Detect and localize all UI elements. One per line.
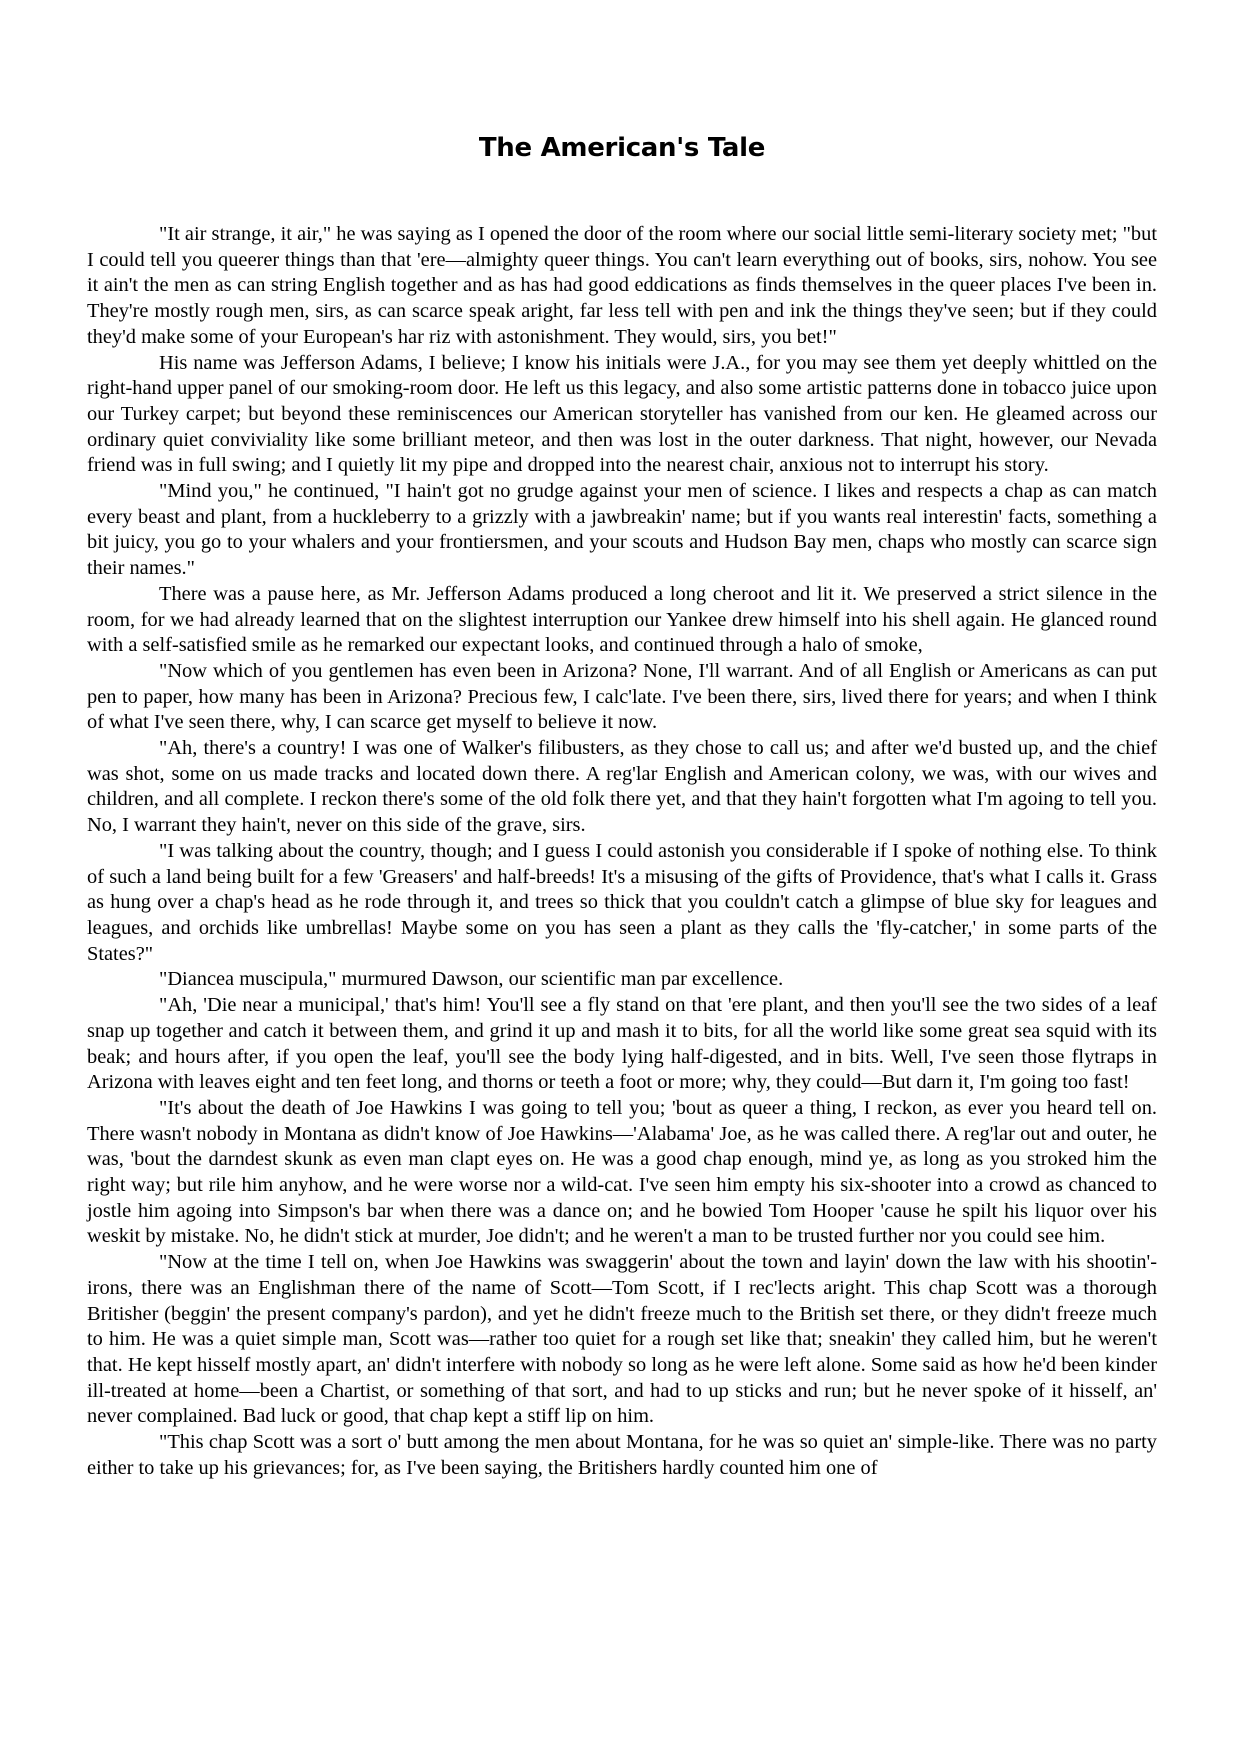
story-body [87,222,1157,1481]
paragraph-5: "Now which of you gentlemen has even been in Arizona? None, I'll warrant. And of all English or Americans as can put pen to paper, how many has been in Arizona? Precious few, I calc'late. I've been there, sirs, lived there for years; and when I think of what I've seen there, why, I can scarce get myself to believe it now. [87,659,1157,734]
paragraph-10: "It's about the death of Joe Hawkins I was going to tell you; 'bout as queer a thing, I reckon, as ever you heard tell on. There wasn't nobody in Montana as didn't know of Joe Hawkins—'Alabama' Joe, as he was called there. A reg'lar out and outer, he was, 'bout the darndest skunk as even man clapt eyes on. He was a good chap enough, mind ye, as long as you stroked him the right way; but rile him anyhow, and he were worse nor a wild-cat. I've seen him empty his six-shooter into a crowd as chanced to jostle him agoing into Simpson's bar when there was a dance on; and he bowied Tom Hooper 'cause he spilt his liquor over his weskit by mistake. No, he didn't stick at murder, Joe didn't; and he weren't a man to be trusted further nor you could see him. [87,1096,1157,1248]
paragraph-12: "This chap Scott was a sort o' butt among the men about Montana, for he was so quiet an' simple-like. There was no party either to take up his grievances; for, as I've been saying, the Britishers hardly counted him one of [87,1431,1157,1479]
page-title: The American's Tale [478,133,766,163]
paragraph-11: "Now at the time I tell on, when Joe Hawkins was swaggerin' about the town and layin' down the law with his shootin'-irons, there was an Englishman there of the name of Scott—Tom Scott, if I rec'lects aright. This chap Scott was a thorough Britisher (beggin' the present company's pardon), and yet he didn't freeze much to the British set there, or they didn't freeze much to him. He was a quiet simple man, Scott was—rather too quiet for a rough set like that; sneakin' they called him, but he weren't that. He kept hisself mostly apart, an' didn't interfere with nobody so long as he were left alone. Some said as how he'd been kinder ill-treated at home—been a Chartist, or something of that sort, and had to up sticks and run; but he never spoke of it hisself, an' never complained. Bad luck or good, that chap kept a stiff lip on him. [87,1251,1157,1428]
document-page [87,0,1157,1755]
paragraph-9: "Ah, 'Die near a municipal,' that's him! You'll see a fly stand on that 'ere plant, and then you'll see the two sides of a leaf snap up together and catch it between them, and grind it up and mash it to bits, for all the world like some great sea squid with its beak; and hours after, if you open the leaf, you'll see the body lying half-digested, and in bits. Well, I've seen those flytraps in Arizona with leaves eight and ten feet long, and thorns or teeth a foot or more; why, they could—But darn it, I'm going too fast! [87,994,1157,1094]
paragraph-1: "It air strange, it air," he was saying as I opened the door of the room where our social little semi-literary society met; "but I could tell you queerer things than that 'ere—almighty queer things. You can't learn everything out of books, sirs, nohow. You see it ain't the men as can string English together and as has had good eddications as finds themselves in the queer places I've been in. They're mostly rough men, sirs, as can scarce speak aright, far less tell with pen and ink the things they've seen; but if they could they'd make some of your European's har riz with astonishment. They would, sirs, you bet!" [87,223,1157,348]
paragraph-2: His name was Jefferson Adams, I believe; I know his initials were J.A., for you may see them yet deeply whittled on the right-hand upper panel of our smoking-room door. He left us this legacy, and also some artistic patterns done in tobacco juice upon our Turkey carpet; but beyond these reminiscences our American storyteller has vanished from our ken. He gleamed across our ordinary quiet conviviality like some brilliant meteor, and then was lost in the outer darkness. That night, however, our Nevada friend was in full swing; and I quietly lit my pipe and dropped into the nearest chair, anxious not to interrupt his story. [87,351,1157,477]
paragraph-8: "Diancea muscipula," murmured Dawson, our scientific man par excellence. [159,968,784,991]
paragraph-6: "Ah, there's a country! I was one of Walker's filibusters, as they chose to call us; and after we'd busted up, and the chief was shot, some on us made tracks and located down there. A reg'lar English and American colony, we was, with our wives and children, and all complete. I reckon there's some of the old folk there yet, and that they hain't forgotten what I'm agoing to tell you. No, I warrant they hain't, never on this side of the grave, sirs. [87,737,1157,837]
paragraph-4: There was a pause here, as Mr. Jefferson Adams produced a long cheroot and lit it. We preserved a strict silence in the room, for we had already learned that on the slightest interruption our Yankee drew himself into his shell again. He glanced round with a self-satisfied smile as he remarked our expectant looks, and continued through a halo of smoke, [87,582,1157,657]
paragraph-3: "Mind you," he continued, "I hain't got no grudge against your men of science. I likes and respects a chap as can match every beast and plant, from a huckleberry to a grizzly with a jawbreakin' name; but if you wants real interestin' facts, something a bit juicy, you go to your whalers and your frontiersmen, and your scouts and Hudson Bay men, chaps who mostly can scarce sign their names." [87,480,1157,580]
paragraph-7: "I was talking about the country, though; and I guess I could astonish you considerable if I spoke of nothing else. To think of such a land being built for a few 'Greasers' and half-breeds! It's a misusing of the gifts of Providence, that's what I calls it. Grass as hung over a chap's head as he rode through it, and trees so thick that you couldn't catch a glimpse of blue sky for leagues and leagues, and orchids like umbrellas! Maybe some on you has seen a plant as they calls the 'fly-catcher,' in some parts of the States?" [87,839,1157,965]
